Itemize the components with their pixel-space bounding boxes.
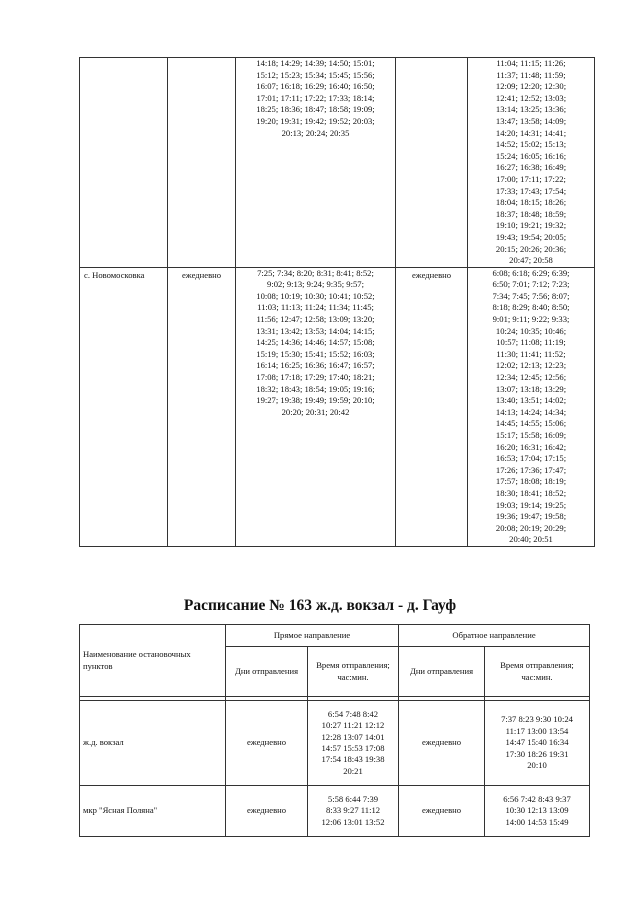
time-line: 19:03; 19:14; 19:25; <box>495 499 567 510</box>
times-return-cell <box>485 701 590 786</box>
time-line: 13:40; 13:51; 14:02; <box>495 395 567 406</box>
time-line: 19:43; 19:54; 20:05; <box>495 231 567 242</box>
time-line: 19:10; 19:21; 19:32; <box>495 220 567 231</box>
time-line: 13:31; 13:42; 13:53; 14:04; 14:15; <box>256 325 375 336</box>
time-line: 14:45; 14:55; 15:06; <box>495 418 567 429</box>
times-direct-cell <box>236 267 396 546</box>
time-line: 20:10 <box>527 760 547 771</box>
days-return-cell <box>396 58 468 268</box>
time-line: 8:18; 8:29; 8:40; 8:50; <box>492 302 570 313</box>
schedule-table <box>79 624 590 837</box>
time-line: 14:20; 14:31; 14:41; <box>495 127 567 138</box>
time-line: 10:24; 10:35; 10:46; <box>495 325 567 336</box>
time-line: 14:57 15:53 17:08 <box>321 743 385 753</box>
time-line: 6:56 7:42 8:43 9:37 <box>503 793 571 804</box>
time-line: 11:04; 11:15; 11:26; <box>496 58 566 68</box>
time-line: 17:57; 18:08; 18:19; <box>495 476 567 487</box>
time-line: 12:34; 12:45; 12:56; <box>495 372 567 383</box>
time-line: 10:27 11:21 12:12 <box>321 720 385 731</box>
time-line: 12:06 13:01 13:52 <box>321 816 385 827</box>
time-line: 17:26; 17:36; 17:47; <box>495 464 567 475</box>
time-line: 11:37; 11:48; 11:59; <box>496 69 566 80</box>
table-row <box>80 701 590 786</box>
stop-name-cell: ж.д. вокзал <box>80 701 226 786</box>
stop-name-cell <box>80 58 168 268</box>
time-line: 20:13; 20:24; 20:35 <box>281 127 350 138</box>
time-line: 12:28 13:07 14:01 <box>321 731 385 742</box>
time-line: 17:00; 17:11; 17:22; <box>496 173 566 184</box>
time-line: 18:30; 18:41; 18:52; <box>495 487 567 498</box>
time-line: 16:20; 16:31; 16:42; <box>495 441 567 452</box>
time-line: 15:24; 16:05; 16:16; <box>495 150 567 161</box>
time-line: 15:19; 15:30; 15:41; 15:52; 16:03; <box>256 348 375 359</box>
time-line: 10:57; 11:08; 11:19; <box>496 337 566 348</box>
time-line: 12:09; 12:20; 12:30; <box>495 81 567 92</box>
times-return-cell <box>468 58 595 268</box>
time-line: 19:27; 19:38; 19:49; 19:59; 20:10; <box>256 395 375 406</box>
time-line: 20:20; 20:31; 20:42 <box>281 406 350 417</box>
days-return-cell: ежедневно <box>396 267 468 546</box>
subheader-time-return: Время отправления; час:мин. <box>485 647 590 697</box>
time-line: 18:32; 18:43; 18:54; 19:05; 19:16; <box>256 383 375 394</box>
table-row <box>80 267 595 546</box>
schedule-title: Расписание № 163 ж.д. вокзал - д. Гауф <box>183 597 457 614</box>
schedule-continuation-table <box>79 57 595 547</box>
days-return-cell: ежедневно <box>399 786 485 837</box>
time-line: 15:12; 15:23; 15:34; 15:45; 15:56; <box>256 69 375 80</box>
header-stop-names: Наименование остановочных пунктов <box>80 625 226 697</box>
time-line: 17:33; 17:43; 17:54; <box>495 185 567 196</box>
time-line: 12:41; 12:52; 13:03; <box>495 92 567 103</box>
time-line: 14:00 14:53 15:49 <box>505 816 569 827</box>
times-direct-cell <box>308 701 399 786</box>
time-line: 16:14; 16:25; 16:36; 16:47; 16:57; <box>256 360 375 371</box>
table-row <box>80 786 590 837</box>
time-line: 17:54 18:43 19:38 <box>321 754 385 765</box>
stop-name-cell: с. Новомосковка <box>80 267 168 546</box>
days-return-cell: ежедневно <box>399 701 485 786</box>
time-line: 11:03; 11:13; 11:24; 11:34; 11:45; <box>257 302 374 313</box>
time-line: 20:47; 20:58 <box>509 255 553 266</box>
days-direct-cell: ежедневно <box>226 786 308 837</box>
time-line: 6:50; 7:01; 7:12; 7:23; <box>492 279 570 290</box>
time-line: 20:08; 20:19; 20:29; <box>495 522 567 533</box>
time-line: 7:37 8:23 9:30 10:24 <box>501 714 573 725</box>
time-line: 11:17 13:00 13:54 <box>505 725 569 736</box>
subheader-time-direct: Время отправления; час:мин. <box>308 647 399 697</box>
header-return-direction: Обратное направление <box>399 625 590 647</box>
time-line: 16:27; 16:38; 16:49; <box>495 162 567 173</box>
time-line: 12:02; 12:13; 12:23; <box>495 360 567 371</box>
stop-name-cell: мкр "Ясная Поляна" <box>80 786 226 837</box>
time-line: 11:56; 12:47; 12:58; 13:09; 13:20; <box>256 314 375 325</box>
time-line: 11:30; 11:41; 11:52; <box>496 348 566 359</box>
times-direct-cell <box>236 58 396 268</box>
time-line: 14:47 15:40 16:34 <box>505 737 569 748</box>
time-line: 9:01; 9:11; 9:22; 9:33; <box>492 314 570 325</box>
time-line: 13:07; 13:18; 13:29; <box>495 383 567 394</box>
time-line: 18:04; 18:15; 18:26; <box>495 197 567 208</box>
time-line: 20:40; 20:51 <box>509 534 553 545</box>
days-direct-cell: ежедневно <box>168 267 236 546</box>
subheader-days-direct: Дни отправления <box>226 647 308 697</box>
time-line: 13:14; 13:25; 13:36; <box>495 104 567 115</box>
time-line: 18:25; 18:36; 18:47; 18:58; 19:09; <box>256 104 375 115</box>
times-direct-cell <box>308 786 399 837</box>
time-line: 19:36; 19:47; 19:58; <box>495 511 567 522</box>
time-line: 19:20; 19:31; 19:42; 19:52; 20:03; <box>256 115 375 126</box>
time-line: 10:08; 10:19; 10:30; 10:41; 10:52; <box>256 290 375 301</box>
time-line: 7:25; 7:34; 8:20; 8:31; 8:41; 8:52; <box>257 267 374 278</box>
time-line: 20:21 <box>343 765 363 776</box>
time-line: 17:01; 17:11; 17:22; 17:33; 18:14; <box>256 92 375 103</box>
time-line: 14:13; 14:24; 14:34; <box>495 406 567 417</box>
time-line: 10:30 12:13 13:09 <box>505 805 569 816</box>
days-direct-cell: ежедневно <box>226 701 308 786</box>
table-row <box>80 58 595 268</box>
table-header-row <box>80 625 590 647</box>
header-direct-direction: Прямое направление <box>226 625 399 647</box>
time-line: 13:47; 13:58; 14:09; <box>495 115 567 126</box>
time-line: 14:52; 15:02; 15:13; <box>495 139 567 150</box>
time-line: 15:17; 15:58; 16:09; <box>495 430 567 440</box>
time-line: 14:18; 14:29; 14:39; 14:50; 15:01; <box>256 58 375 68</box>
time-line: 6:54 7:48 8:42 <box>327 708 379 719</box>
time-line: 18:37; 18:48; 18:59; <box>495 208 567 219</box>
time-line: 8:33 9:27 11:12 <box>325 805 381 816</box>
time-line: 20:15; 20:26; 20:36; <box>495 243 567 254</box>
time-line: 17:08; 17:18; 17:29; 17:40; 18:21; <box>256 372 375 383</box>
times-return-cell <box>468 267 595 546</box>
time-line: 17:30 18:26 19:31 <box>505 748 569 759</box>
time-line: 16:07; 16:18; 16:29; 16:40; 16:50; <box>256 81 375 92</box>
time-line: 9:02; 9:13; 9:24; 9:35; 9:57; <box>267 279 364 290</box>
days-direct-cell <box>168 58 236 268</box>
subheader-days-return: Дни отправления <box>399 647 485 697</box>
times-return-cell <box>485 786 590 837</box>
time-line: 14:25; 14:36; 14:46; 14:57; 15:08; <box>256 337 375 348</box>
time-line: 16:53; 17:04; 17:15; <box>495 453 567 464</box>
time-line: 5:58 6:44 7:39 <box>327 793 379 804</box>
time-line: 7:34; 7:45; 7:56; 8:07; <box>492 290 570 301</box>
time-line: 6:08; 6:18; 6:29; 6:39; <box>492 267 570 278</box>
